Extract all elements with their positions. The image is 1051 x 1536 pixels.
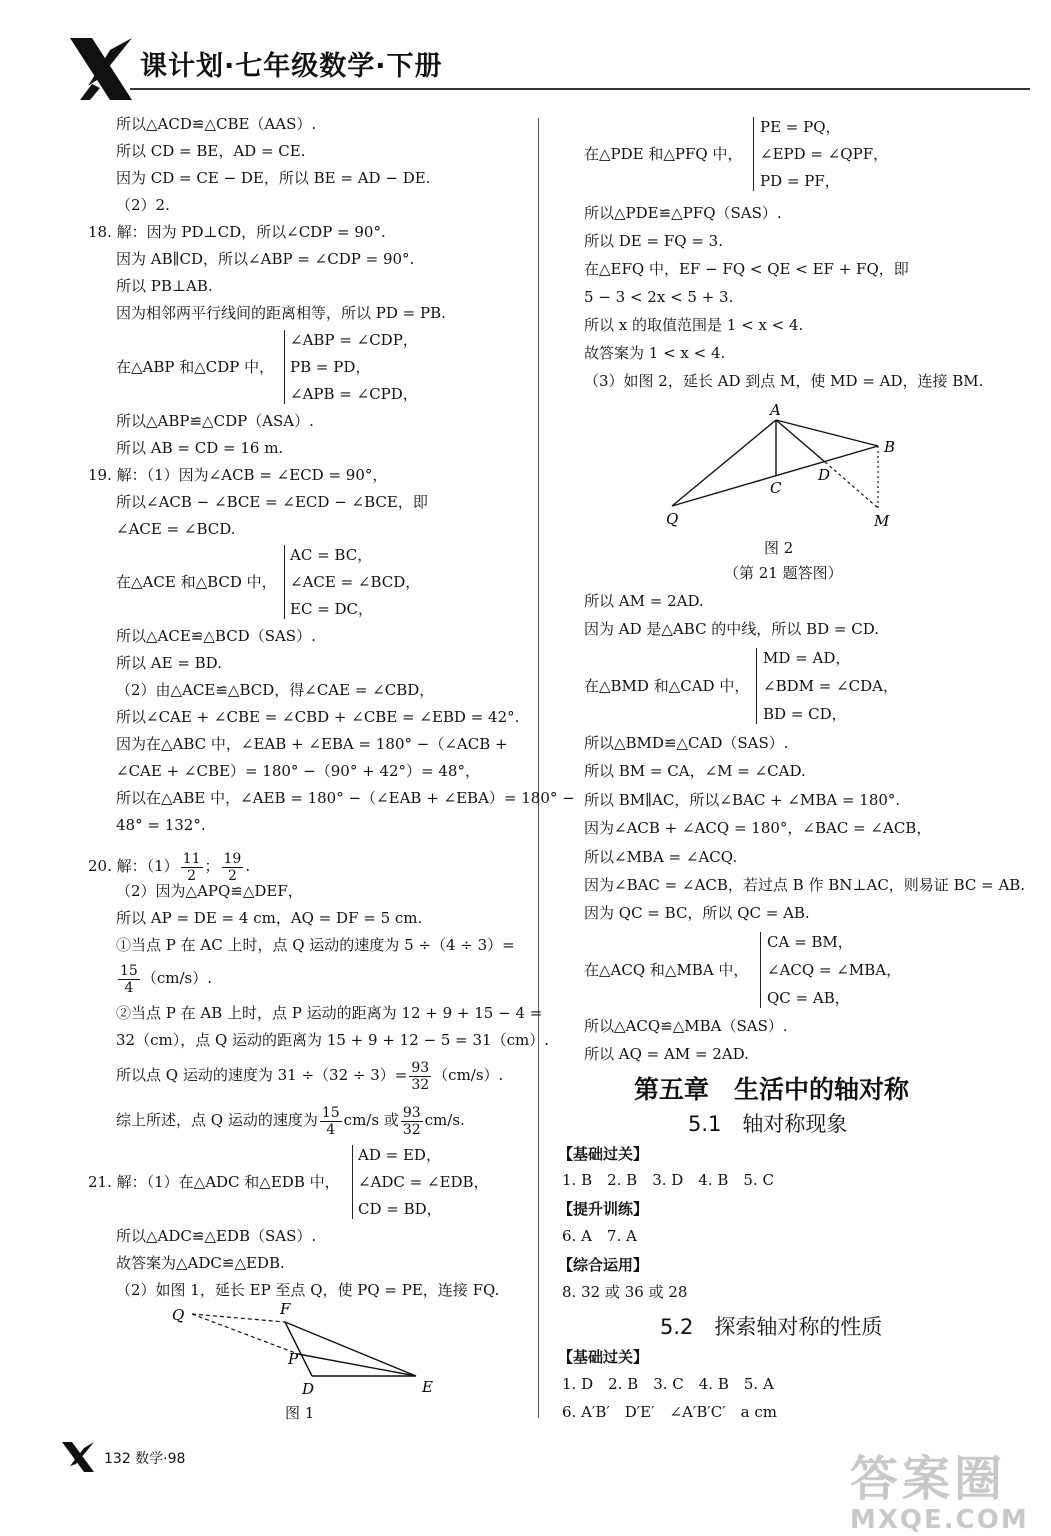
- text-line: [116, 1100, 465, 1140]
- text-line: 所以△ACD≌△CBE（AAS）.: [116, 115, 317, 133]
- fig2-label-a: A: [770, 401, 781, 419]
- text-line: 在△ABP 和△CDP 中，: [116, 358, 275, 376]
- q20-prefix: 20. 解：（1）: [88, 857, 179, 875]
- brace-item: MD = AD，: [763, 649, 851, 667]
- fraction: [320, 1105, 342, 1138]
- fraction: [118, 963, 140, 996]
- text-line: 所以 BM∥AC，所以∠BAC + ∠MBA = 180°.: [584, 791, 901, 809]
- fig2-qb: [672, 446, 878, 506]
- fig1-qf-dashed: [192, 1314, 285, 1322]
- brace-item: ∠ACQ = ∠MBA，: [767, 961, 902, 979]
- brace-item: ∠APB = ∠CPD，: [290, 385, 418, 403]
- text-line: 因为 QC = BC，所以 QC = AB.: [584, 904, 810, 922]
- text-line: （2）2.: [116, 196, 170, 214]
- text-line: （3）如图 2，延长 AD 到点 M，使 MD = AD，连接 BM.: [584, 372, 984, 390]
- fig2-dm-dashed: [825, 462, 878, 508]
- text-line: （2）由△ACE≌△BCD，得∠CAE = ∠CBD，: [116, 681, 435, 699]
- brace: [352, 1145, 353, 1219]
- denominator: 2: [187, 867, 197, 884]
- question-21: 21. 解：（1）在△ADC 和△EDB 中，: [88, 1173, 340, 1191]
- text-line: 因为∠BAC = ∠ACB，若过点 B 作 BN⊥AC，则易证 BC = AB.: [584, 876, 1026, 894]
- column-divider: [538, 118, 539, 1418]
- brace-item: PE = PQ，: [760, 118, 841, 136]
- section-title: 5.2 探索轴对称的性质: [660, 1315, 883, 1339]
- fig2-label-d: D: [818, 466, 831, 484]
- brace-item: EC = DC，: [290, 600, 374, 618]
- text-line: 48° = 132°.: [116, 816, 206, 834]
- text-line: 所以 AB = CD = 16 m.: [116, 439, 284, 457]
- fig1-pe: [298, 1354, 416, 1376]
- brace: [753, 117, 754, 191]
- text-line: ∠CAE + ∠CBE）= 180° −（90° + 42°）= 48°，: [116, 762, 480, 780]
- denominator: 2: [227, 867, 237, 884]
- fig1-label-d: D: [302, 1380, 315, 1398]
- question-19: 19. 解：（1）因为∠ACB = ∠ECD = 90°，: [88, 466, 388, 484]
- fraction: [222, 851, 244, 884]
- text-line: 所以∠ACB − ∠BCE = ∠ECD − ∠BCE，即: [116, 493, 428, 511]
- brace: [760, 932, 761, 1008]
- watermark: [850, 1440, 1029, 1535]
- text-line: 所以△ADC≌△EDB（SAS）.: [116, 1227, 317, 1245]
- header-title: 课计划·七年级数学·下册: [140, 51, 443, 82]
- text-line: 在△EFQ 中，EF − FQ < QE < EF + FQ，即: [584, 260, 909, 278]
- brace-item: CA = BM，: [767, 933, 853, 951]
- text-line: 故答案为 1 < x < 4.: [584, 344, 726, 362]
- text-line: 在△ACE 和△BCD 中，: [116, 573, 277, 591]
- text-line: 在△ACQ 和△MBA 中，: [584, 961, 749, 979]
- text-line: ①当点 P 在 AC 上时，点 Q 运动的速度为 5 ÷（4 ÷ 3）=: [116, 936, 515, 954]
- logo-x-icon: [70, 38, 138, 100]
- page-header: [0, 0, 1051, 110]
- brace-item: AD = ED，: [358, 1146, 441, 1164]
- brace-item: PD = PF，: [760, 172, 840, 190]
- numerator: 19: [223, 850, 242, 867]
- text-line: 故答案为△ADC≌△EDB.: [116, 1254, 285, 1272]
- fig1-label-p: P: [288, 1350, 299, 1368]
- text-line: 所以△ABP≌△CDP（ASA）.: [116, 412, 314, 430]
- text: cm/s 或: [343, 1111, 399, 1129]
- text-line: 32（cm），点 Q 运动的距离为 15 + 9 + 12 − 5 = 31（cm）.: [116, 1031, 549, 1049]
- text-line: [116, 958, 212, 998]
- brace: [284, 545, 285, 619]
- text-line: 所以 AP = DE = 4 cm，AQ = DF = 5 cm.: [116, 909, 423, 927]
- unit: cm/s.: [424, 1111, 465, 1129]
- fraction: [181, 851, 203, 884]
- text: 综上所述，点 Q 运动的速度为: [116, 1111, 318, 1129]
- brace-item: ∠ADC = ∠EDB，: [358, 1173, 489, 1191]
- page-footer: 132 数学·98: [104, 1451, 186, 1467]
- figure-1-caption: 图 1: [285, 1404, 315, 1422]
- period: .: [245, 857, 251, 875]
- watermark-text: 答案圈: [850, 1451, 1007, 1507]
- section-title: 5.1 轴对称现象: [688, 1112, 848, 1136]
- fig2-label-q: Q: [666, 510, 679, 528]
- fig2-label-c: C: [770, 479, 782, 497]
- question-18: 18. 解：因为 PD⊥CD，所以∠CDP = 90°.: [88, 223, 386, 241]
- text-line: 所以∠CAE + ∠CBE = ∠CBD + ∠CBE = ∠EBD = 42°.: [116, 708, 520, 726]
- denominator: 32: [402, 1121, 421, 1138]
- text-line: 所以 x 的取值范围是 1 < x < 4.: [584, 316, 804, 334]
- text-line: 所以 AE = BD.: [116, 654, 222, 672]
- denominator: 4: [124, 979, 134, 996]
- unit: （cm/s）.: [141, 969, 212, 987]
- text-line: 因为 AB∥CD，所以∠ABP = ∠CDP = 90°.: [116, 250, 415, 268]
- brace: [284, 330, 285, 404]
- text-line: 因为 AD 是△ABC 的中线，所以 BD = CD.: [584, 620, 879, 638]
- brace-item: ∠ABP = ∠CDP，: [290, 331, 418, 349]
- fig1-label-q: Q: [172, 1306, 185, 1324]
- text-line: 所以△BMD≌△CAD（SAS）.: [584, 734, 789, 752]
- fig2-label-m: M: [874, 512, 890, 530]
- watermark-url: MXQE.COM: [850, 1505, 1029, 1535]
- text-line: 5 − 3 < 2x < 5 + 3.: [584, 288, 734, 306]
- fig1-label-e: E: [422, 1378, 433, 1396]
- text-line: [116, 1055, 503, 1095]
- fig2-qa: [672, 420, 776, 506]
- separator: ；: [204, 857, 220, 875]
- brace-item: PB = PD，: [290, 358, 371, 376]
- text-line: 因为 CD = CE − DE，所以 BE = AD − DE.: [116, 169, 431, 187]
- text-line: （2）如图 1，延长 EP 至点 Q，使 PQ = PE，连接 FQ.: [116, 1281, 500, 1299]
- brace: [756, 648, 757, 724]
- answer-line: 1. D 2. B 3. C 4. B 5. A: [562, 1375, 774, 1393]
- exercise-tag: 【提升训练】: [558, 1200, 649, 1218]
- fig1-qp-dashed: [192, 1314, 298, 1354]
- text-line: 所以 BM = CA，∠M = ∠CAD.: [584, 762, 806, 780]
- fraction: [409, 1060, 431, 1093]
- numerator: 93: [402, 1104, 421, 1121]
- denominator: 32: [411, 1076, 430, 1093]
- denominator: 4: [326, 1121, 336, 1138]
- text-line: 因为在△ABC 中，∠EAB + ∠EBA = 180° −（∠ACB +: [116, 735, 508, 753]
- figure-2: [660, 400, 910, 535]
- exercise-tag: 【基础过关】: [558, 1348, 649, 1366]
- fig2-label-b: B: [884, 438, 896, 456]
- answer-line: 6. A′B′ D′E′ ∠A′B′C′ a cm: [562, 1403, 777, 1421]
- brace-item: QC = AB，: [767, 989, 850, 1007]
- text-line: 在△PDE 和△PFQ 中，: [584, 145, 743, 163]
- text: 所以点 Q 运动的速度为 31 ÷（32 ÷ 3）=: [116, 1066, 408, 1084]
- figure-2-caption: 图 2: [764, 539, 794, 557]
- figure-1: [170, 1300, 450, 1400]
- question-20: [88, 846, 250, 886]
- text-line: 所以 PB⊥AB.: [116, 277, 213, 295]
- footer-logo-icon: [62, 1442, 98, 1472]
- fig1-label-f: F: [280, 1300, 291, 1318]
- text-line: ∠ACE = ∠BCD.: [116, 520, 236, 538]
- text-line: 因为∠ACB + ∠ACQ = 180°，∠BAC = ∠ACB，: [584, 819, 932, 837]
- brace-item: CD = BD，: [358, 1200, 442, 1218]
- brace-item: AC = BC，: [290, 546, 373, 564]
- answer-line: 6. A 7. A: [562, 1227, 637, 1245]
- figure-2-subcaption: （第 21 题答图）: [724, 564, 843, 582]
- exercise-tag: 【综合运用】: [558, 1256, 649, 1274]
- text-line: 所以 AQ = AM = 2AD.: [584, 1045, 749, 1063]
- answer-line: 1. B 2. B 3. D 4. B 5. C: [562, 1171, 774, 1189]
- text-line: 所以 AM = 2AD.: [584, 592, 704, 610]
- text-line: 在△BMD 和△CAD 中，: [584, 677, 750, 695]
- unit: （cm/s）.: [433, 1066, 504, 1084]
- text-line: 因为相邻两平行线间的距离相等，所以 PD = PB.: [116, 304, 446, 322]
- header-rule: [130, 88, 1030, 90]
- text-line: 所以 CD = BE，AD = CE.: [116, 142, 306, 160]
- text-line: ②当点 P 在 AB 上时，点 P 运动的距离为 12 + 9 + 15 − 4 =: [116, 1004, 543, 1022]
- text-line: 所以∠MBA = ∠ACQ.: [584, 848, 738, 866]
- brace-item: ∠ACE = ∠BCD，: [290, 573, 421, 591]
- chapter-title: 第五章 生活中的轴对称: [634, 1075, 910, 1104]
- text-line: 所以△PDE≌△PFQ（SAS）.: [584, 204, 782, 222]
- numerator: 11: [182, 850, 201, 867]
- brace-item: ∠BDM = ∠CDA，: [763, 677, 898, 695]
- numerator: 93: [411, 1059, 430, 1076]
- text-line: 所以 DE = FQ = 3.: [584, 232, 723, 250]
- numerator: 15: [321, 1104, 340, 1121]
- text-line: （2）因为△APQ≌△DEF，: [116, 882, 303, 900]
- brace-item: ∠EPD = ∠QPF，: [760, 145, 889, 163]
- text-line: 所以△ACE≌△BCD（SAS）.: [116, 627, 316, 645]
- fig1-fe: [285, 1322, 416, 1376]
- numerator: 15: [120, 962, 138, 979]
- text-line: 所以△ACQ≌△MBA（SAS）.: [584, 1017, 788, 1035]
- exercise-tag: 【基础过关】: [558, 1145, 649, 1163]
- text-line: 所以在△ABE 中，∠AEB = 180° −（∠EAB + ∠EBA）= 180° −: [116, 789, 575, 807]
- fraction: [401, 1105, 423, 1138]
- answer-line: 8. 32 或 36 或 28: [562, 1283, 688, 1301]
- brace-item: BD = CD，: [763, 705, 847, 723]
